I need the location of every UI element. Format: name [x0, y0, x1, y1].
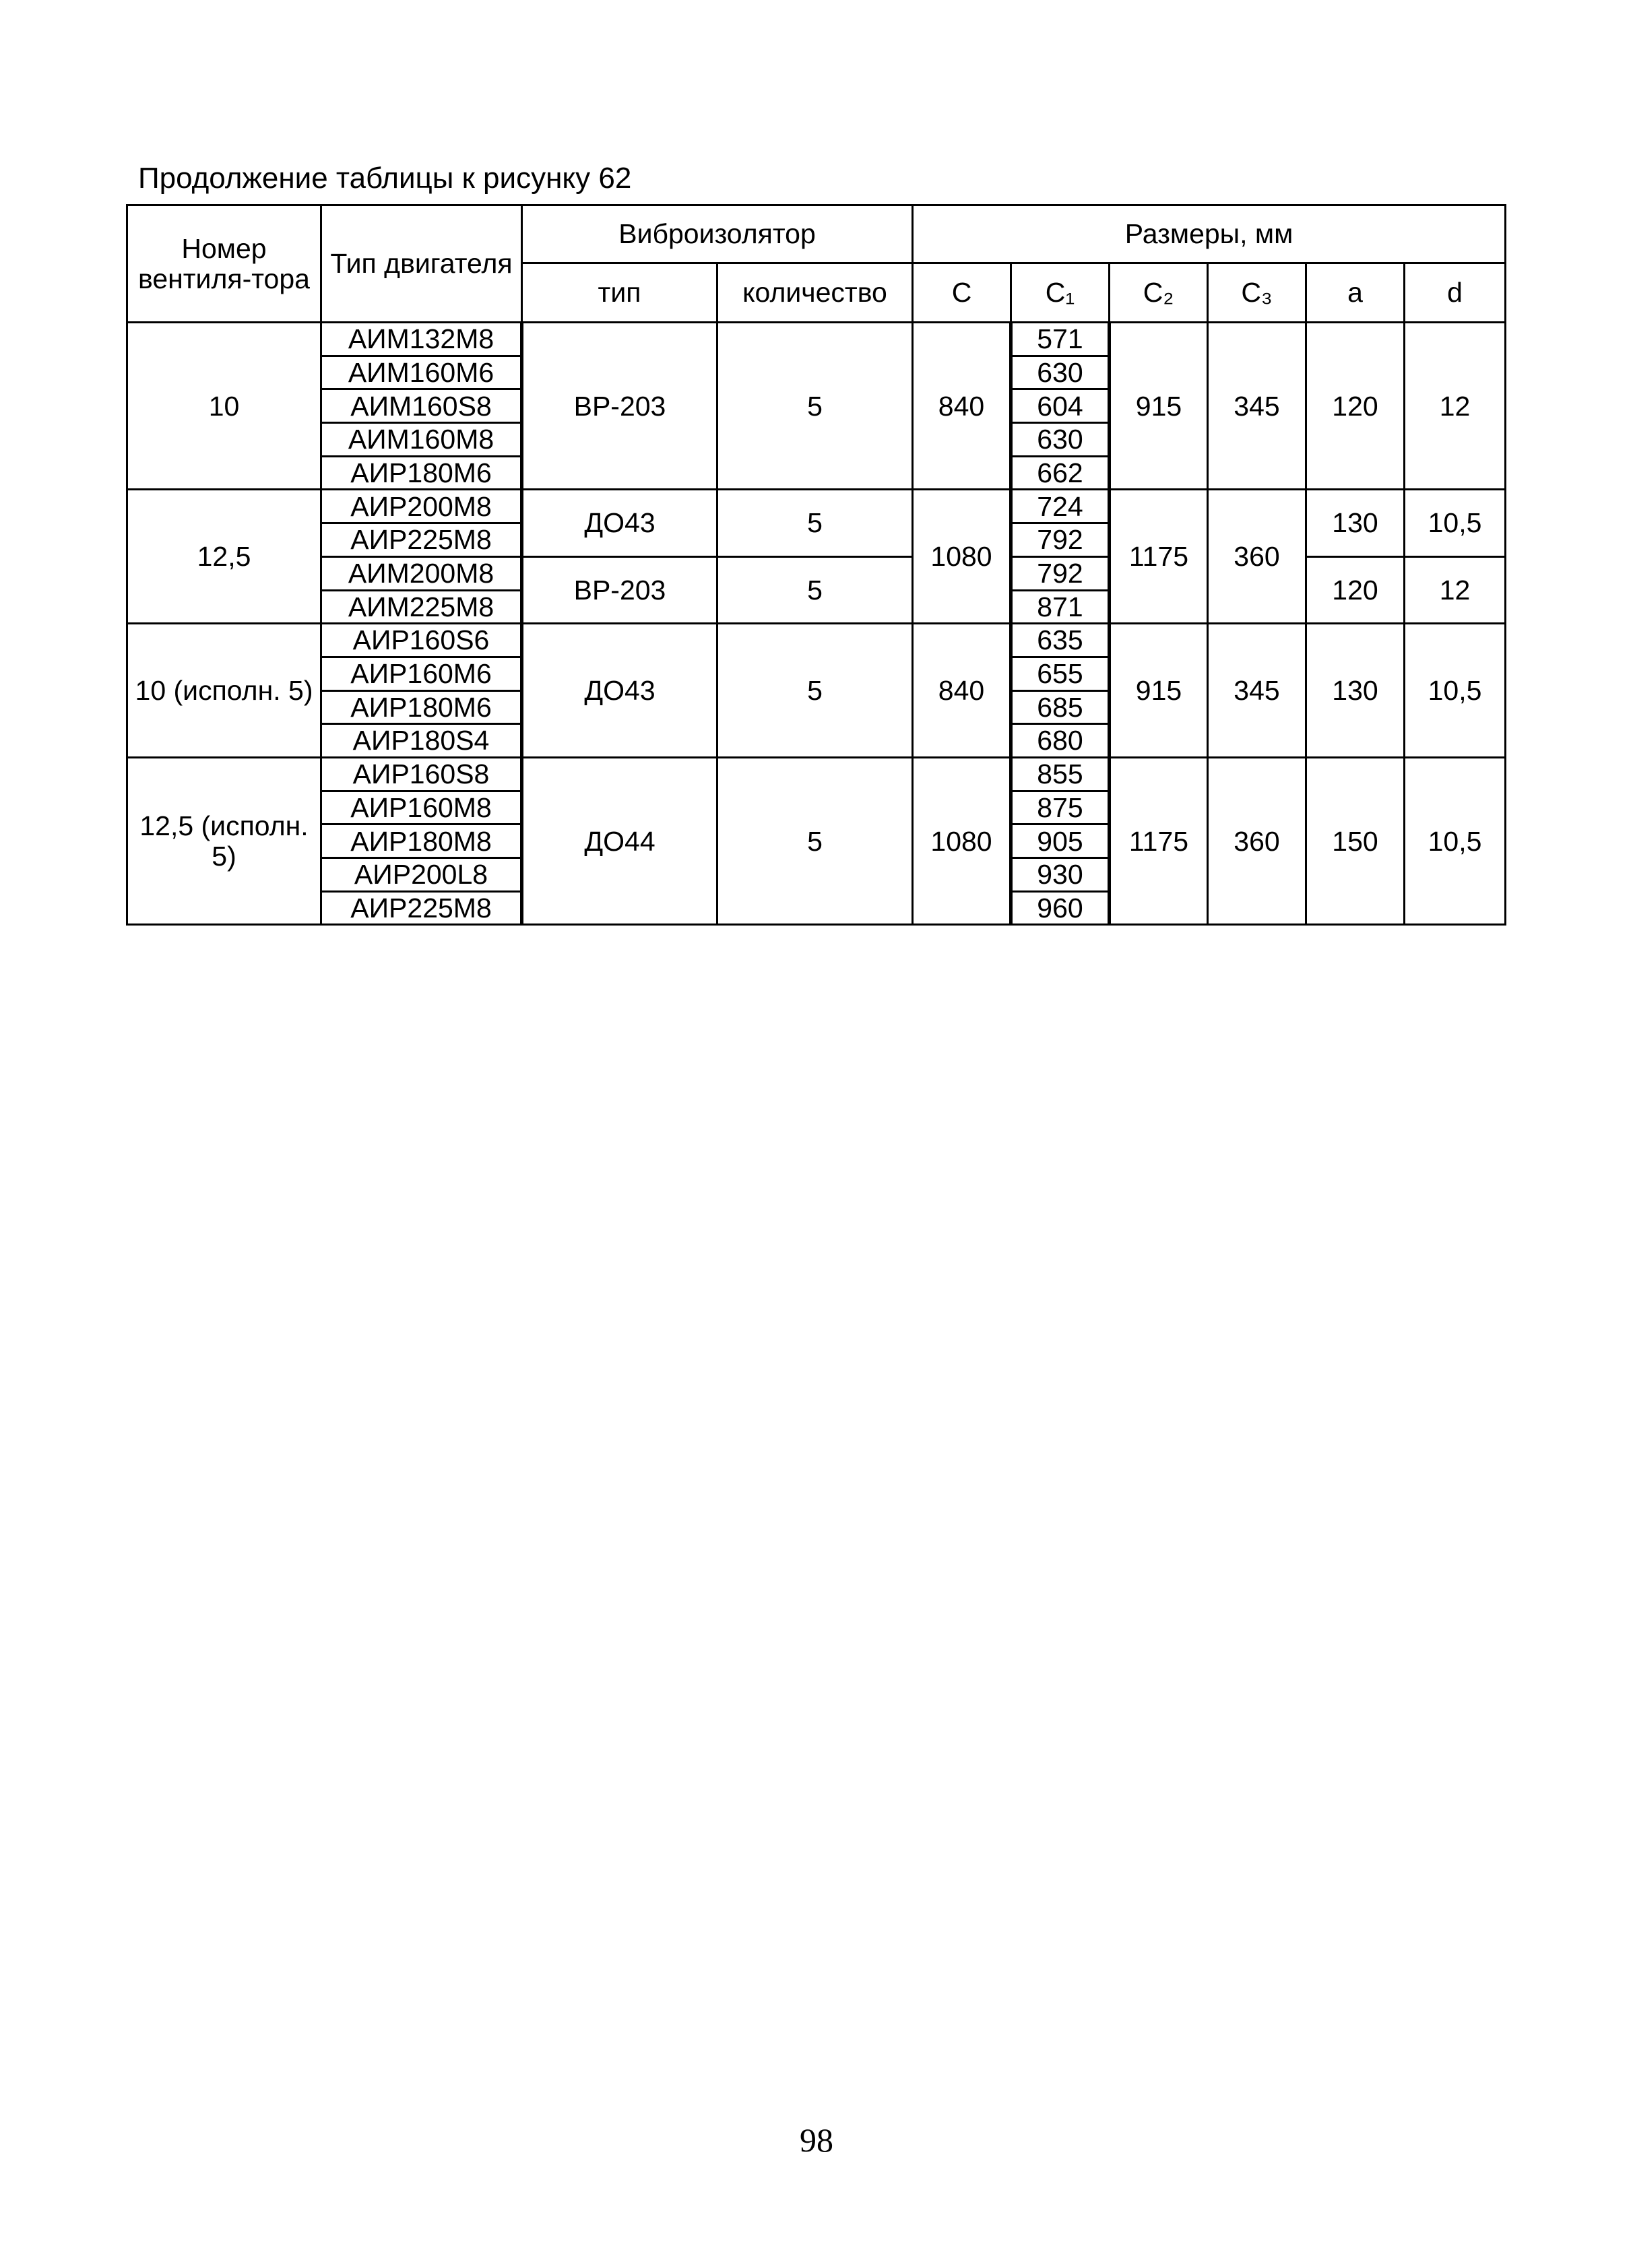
motor-type-cell: АИР225М8 — [321, 523, 522, 557]
c1-cell: 930 — [1011, 858, 1110, 892]
a-cell: 150 — [1306, 757, 1405, 924]
a-cell: 130 — [1306, 490, 1405, 556]
c2-cell: 1175 — [1110, 490, 1208, 624]
c1-cell: 724 — [1011, 490, 1110, 523]
table-caption: Продолжение таблицы к рисунку 62 — [138, 162, 632, 195]
vibro-count-cell: 5 — [717, 556, 913, 623]
c3-cell: 360 — [1208, 490, 1306, 624]
motor-type-cell: АИР200L8 — [321, 858, 522, 892]
c1-cell: 871 — [1011, 590, 1110, 624]
c1-cell: 855 — [1011, 757, 1110, 791]
c1-cell: 792 — [1011, 523, 1110, 557]
motor-type-cell: АИР160S8 — [321, 757, 522, 791]
c3-cell: 345 — [1208, 323, 1306, 490]
a-cell: 120 — [1306, 323, 1405, 490]
motor-type-cell: АИМ160М6 — [321, 356, 522, 389]
c-cell: 840 — [913, 323, 1011, 490]
vibro-type-cell: ВР-203 — [522, 323, 717, 490]
motor-type-cell: АИР160М8 — [321, 791, 522, 824]
motor-type-cell: АИР225М8 — [321, 891, 522, 925]
motor-type-cell: АИМ132М8 — [321, 323, 522, 356]
c1-cell: 655 — [1011, 657, 1110, 690]
c1-cell: 792 — [1011, 556, 1110, 590]
motor-type-cell: АИР180М8 — [321, 824, 522, 858]
motor-type-cell: АИР160М6 — [321, 657, 522, 690]
motor-type-cell: АИР160S6 — [321, 624, 522, 657]
vibro-type-cell: ДО44 — [522, 757, 717, 924]
header-d: d — [1405, 263, 1506, 323]
vibro-type-cell: ВР-203 — [522, 556, 717, 623]
dimensions-table — [126, 204, 1506, 926]
fan-number-cell: 10 (исполн. 5) — [127, 624, 321, 758]
header-c2: С₂ — [1110, 263, 1208, 323]
table-row — [127, 624, 1506, 657]
motor-type-cell: АИМ160М8 — [321, 423, 522, 457]
header-vibro-type: тип — [522, 263, 717, 323]
c-cell: 840 — [913, 624, 1011, 758]
header-fan-number: Номер вентиля-тора — [127, 205, 321, 323]
fan-number-cell: 12,5 (исполн. 5) — [127, 757, 321, 924]
a-cell: 130 — [1306, 624, 1405, 758]
vibro-count-cell: 5 — [717, 323, 913, 490]
c2-cell: 915 — [1110, 323, 1208, 490]
c1-cell: 630 — [1011, 423, 1110, 457]
c1-cell: 571 — [1011, 323, 1110, 356]
vibro-type-cell: ДО43 — [522, 624, 717, 758]
motor-type-cell: АИР180М6 — [321, 690, 522, 724]
d-cell: 10,5 — [1405, 490, 1506, 556]
fan-number-cell: 10 — [127, 323, 321, 490]
c1-cell: 630 — [1011, 356, 1110, 389]
c1-cell: 680 — [1011, 724, 1110, 758]
header-vibro-count: количество — [717, 263, 913, 323]
c-cell: 1080 — [913, 490, 1011, 624]
header-dimensions: Размеры, мм — [913, 205, 1506, 263]
c1-cell: 662 — [1011, 456, 1110, 490]
d-cell: 10,5 — [1405, 757, 1506, 924]
motor-type-cell: АИМ160S8 — [321, 389, 522, 423]
vibro-type-cell: ДО43 — [522, 490, 717, 556]
c1-cell: 685 — [1011, 690, 1110, 724]
table-row — [127, 323, 1506, 356]
a-cell: 120 — [1306, 556, 1405, 623]
header-motor-type: Тип двигателя — [321, 205, 522, 323]
motor-type-cell: АИР200М8 — [321, 490, 522, 523]
c2-cell: 915 — [1110, 624, 1208, 758]
c3-cell: 360 — [1208, 757, 1306, 924]
c1-cell: 960 — [1011, 891, 1110, 925]
vibro-count-cell: 5 — [717, 624, 913, 758]
c1-cell: 635 — [1011, 624, 1110, 657]
header-a: а — [1306, 263, 1405, 323]
header-c3: С₃ — [1208, 263, 1306, 323]
c2-cell: 1175 — [1110, 757, 1208, 924]
fan-number-cell: 12,5 — [127, 490, 321, 624]
page-number: 98 — [800, 2121, 833, 2159]
c1-cell: 875 — [1011, 791, 1110, 824]
header-c1: С₁ — [1011, 263, 1110, 323]
c1-cell: 905 — [1011, 824, 1110, 858]
motor-type-cell: АИМ200М8 — [321, 556, 522, 590]
header-c: С — [913, 263, 1011, 323]
d-cell: 12 — [1405, 323, 1506, 490]
c-cell: 1080 — [913, 757, 1011, 924]
table-row — [127, 490, 1506, 523]
motor-type-cell: АИМ225М8 — [321, 590, 522, 624]
vibro-count-cell: 5 — [717, 490, 913, 556]
motor-type-cell: АИР180М6 — [321, 456, 522, 490]
d-cell: 10,5 — [1405, 624, 1506, 758]
vibro-count-cell: 5 — [717, 757, 913, 924]
c3-cell: 345 — [1208, 624, 1306, 758]
motor-type-cell: АИР180S4 — [321, 724, 522, 758]
table-row — [127, 757, 1506, 791]
d-cell: 12 — [1405, 556, 1506, 623]
c1-cell: 604 — [1011, 389, 1110, 423]
header-vibro-isolator: Виброизолятор — [522, 205, 913, 263]
